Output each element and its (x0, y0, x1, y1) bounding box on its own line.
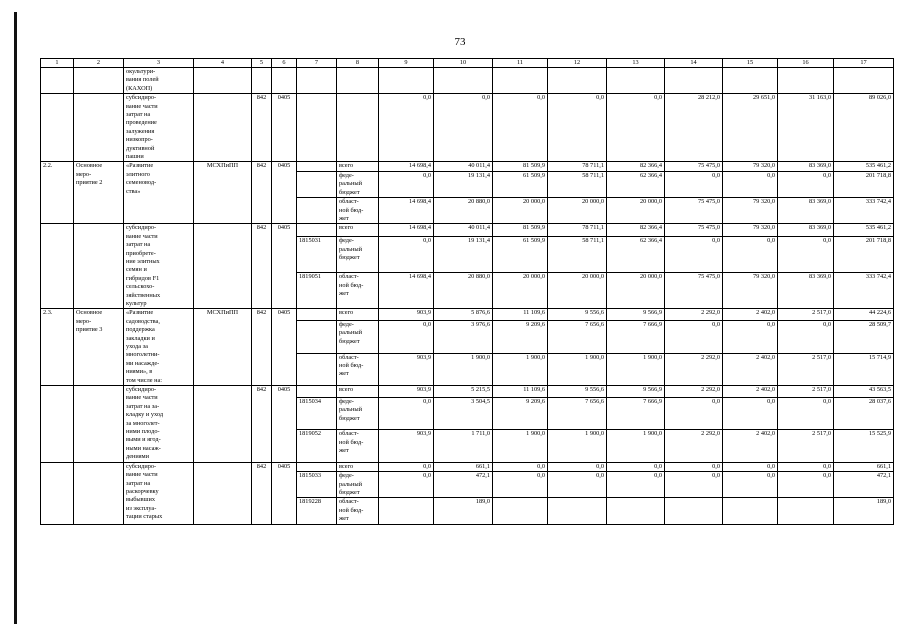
amount-cell (379, 68, 434, 94)
amount-cell: 15 525,9 (834, 430, 894, 463)
amount-cell: 40 011,4 (434, 162, 493, 171)
amount-cell: 9 556,6 (548, 309, 607, 321)
amount-cell: 2 517,0 (778, 386, 834, 398)
column-header: 3 (124, 59, 194, 68)
grbs-code: 842 (252, 224, 272, 309)
amount-cell: 7 656,6 (548, 321, 607, 353)
item-description: «Развитие элитного семеновод- ства» (124, 162, 194, 224)
amount-cell: 28 212,0 (665, 94, 723, 162)
amount-cell: 62 366,4 (607, 171, 665, 197)
item-number (41, 68, 74, 94)
column-header: 2 (74, 59, 124, 68)
amount-cell: 903,9 (379, 309, 434, 321)
amount-cell: 81 509,9 (493, 162, 548, 171)
item-type: Основное меро- приятие 2 (74, 162, 124, 224)
amount-cell: 0,0 (493, 472, 548, 498)
amount-cell: 0,0 (778, 321, 834, 353)
amount-cell: 7 666,9 (607, 397, 665, 429)
amount-cell: 14 698,4 (379, 273, 434, 309)
amount-cell: 20 000,0 (607, 273, 665, 309)
amount-cell (607, 68, 665, 94)
amount-cell: 0,0 (379, 472, 434, 498)
column-header: 1 (41, 59, 74, 68)
amount-cell: 78 711,1 (548, 224, 607, 237)
item-type (74, 68, 124, 94)
amount-cell: 2 402,0 (723, 430, 778, 463)
amount-cell: 20 880,0 (434, 273, 493, 309)
target-article-code: 1819052 (297, 430, 337, 463)
amount-cell: 0,0 (723, 171, 778, 197)
amount-cell: 2 402,0 (723, 353, 778, 386)
amount-cell: 7 656,6 (548, 397, 607, 429)
column-header: 12 (548, 59, 607, 68)
item-number (41, 462, 74, 524)
amount-cell: 0,0 (607, 94, 665, 162)
amount-cell: 2 517,0 (778, 309, 834, 321)
target-article-code (297, 309, 337, 321)
amount-cell: 2 517,0 (778, 353, 834, 386)
target-article-code (297, 68, 337, 94)
amount-cell: 0,0 (723, 472, 778, 498)
amount-cell: 0,0 (665, 237, 723, 273)
amount-cell: 0,0 (548, 472, 607, 498)
amount-cell: 2 402,0 (723, 386, 778, 398)
amount-cell (493, 68, 548, 94)
grbs-code (252, 68, 272, 94)
grbs-code: 842 (252, 386, 272, 463)
amount-cell: 0,0 (548, 94, 607, 162)
amount-cell: 81 509,9 (493, 224, 548, 237)
amount-cell: 333 742,4 (834, 273, 894, 309)
funding-source: феде- ральный бюджет (337, 171, 379, 197)
amount-cell: 1 900,0 (493, 353, 548, 386)
funding-source: всего (337, 462, 379, 471)
funding-source (337, 94, 379, 162)
amount-cell: 5 215,5 (434, 386, 493, 398)
amount-cell: 79 320,0 (723, 162, 778, 171)
amount-cell: 9 209,6 (493, 397, 548, 429)
section-code: 0405 (272, 162, 297, 224)
amount-cell: 0,0 (379, 237, 434, 273)
row-2-3 (41, 309, 894, 321)
amount-cell: 82 366,4 (607, 162, 665, 171)
column-header: 15 (723, 59, 778, 68)
target-article-code: 1819228 (297, 498, 337, 524)
row-2-3-sub1 (41, 386, 894, 398)
amount-cell: 44 224,6 (834, 309, 894, 321)
column-header: 13 (607, 59, 665, 68)
row-zaluzh (41, 94, 894, 162)
item-type (74, 386, 124, 463)
amount-cell: 0,0 (778, 171, 834, 197)
column-header: 4 (194, 59, 252, 68)
amount-cell: 3 976,6 (434, 321, 493, 353)
amount-cell: 9 209,6 (493, 321, 548, 353)
amount-cell: 1 711,0 (434, 430, 493, 463)
target-article-code: 1819051 (297, 273, 337, 309)
amount-cell: 0,0 (665, 462, 723, 471)
amount-cell: 58 711,1 (548, 171, 607, 197)
amount-cell: 2 292,0 (665, 430, 723, 463)
amount-cell: 0,0 (493, 462, 548, 471)
funding-source: област- ной бюд- жет (337, 198, 379, 224)
amount-cell: 14 698,4 (379, 224, 434, 237)
amount-cell: 14 698,4 (379, 198, 434, 224)
amount-cell: 0,0 (778, 472, 834, 498)
item-type: Основное меро- приятие 3 (74, 309, 124, 386)
column-header: 11 (493, 59, 548, 68)
budget-table (40, 58, 894, 525)
amount-cell: 83 369,0 (778, 273, 834, 309)
target-article-code (297, 162, 337, 171)
amount-cell: 903,9 (379, 353, 434, 386)
header-row (41, 59, 894, 68)
amount-cell: 20 000,0 (493, 198, 548, 224)
item-number: 2.2. (41, 162, 74, 224)
amount-cell: 19 131,4 (434, 171, 493, 197)
amount-cell: 0,0 (379, 171, 434, 197)
item-type (74, 224, 124, 309)
amount-cell: 1 900,0 (434, 353, 493, 386)
amount-cell: 83 369,0 (778, 162, 834, 171)
column-header: 5 (252, 59, 272, 68)
amount-cell: 0,0 (607, 462, 665, 471)
amount-cell: 28 509,7 (834, 321, 894, 353)
target-article-code (297, 224, 337, 237)
item-type (74, 94, 124, 162)
responsible-party (194, 224, 252, 309)
amount-cell: 0,0 (778, 397, 834, 429)
section-code: 0405 (272, 462, 297, 524)
amount-cell: 661,1 (834, 462, 894, 471)
amount-cell: 28 037,6 (834, 397, 894, 429)
target-article-code: 1815034 (297, 397, 337, 429)
amount-cell: 2 292,0 (665, 386, 723, 398)
amount-cell (778, 68, 834, 94)
amount-cell: 0,0 (665, 321, 723, 353)
amount-cell: 14 698,4 (379, 162, 434, 171)
amount-cell: 75 475,0 (665, 162, 723, 171)
amount-cell (607, 498, 665, 524)
section-code (272, 68, 297, 94)
funding-source: всего (337, 162, 379, 171)
target-article-code (297, 94, 337, 162)
column-header: 7 (297, 59, 337, 68)
section-code: 0405 (272, 386, 297, 463)
grbs-code: 842 (252, 462, 272, 524)
amount-cell (379, 498, 434, 524)
column-header: 10 (434, 59, 493, 68)
amount-cell (723, 68, 778, 94)
row-kaxop (41, 68, 894, 94)
column-header: 9 (379, 59, 434, 68)
amount-cell: 9 566,9 (607, 309, 665, 321)
table-body (41, 59, 894, 525)
funding-source: област- ной бюд- жет (337, 273, 379, 309)
column-header: 6 (272, 59, 297, 68)
amount-cell: 79 320,0 (723, 224, 778, 237)
amount-cell: 9 556,6 (548, 386, 607, 398)
item-type (74, 462, 124, 524)
item-description: «Развитие садоводства, поддержка закладки и ухода за многолетни- ми насажде- ниями», в том числе на: (124, 309, 194, 386)
amount-cell: 89 026,0 (834, 94, 894, 162)
amount-cell: 0,0 (723, 397, 778, 429)
amount-cell: 11 109,6 (493, 386, 548, 398)
item-number (41, 224, 74, 309)
amount-cell: 20 000,0 (548, 273, 607, 309)
amount-cell: 1 900,0 (607, 353, 665, 386)
amount-cell: 1 900,0 (493, 430, 548, 463)
responsible-party (194, 68, 252, 94)
funding-source: област- ной бюд- жет (337, 353, 379, 386)
funding-source: област- ной бюд- жет (337, 430, 379, 463)
amount-cell: 201 718,8 (834, 237, 894, 273)
item-number: 2.3. (41, 309, 74, 386)
responsible-party (194, 462, 252, 524)
responsible-party (194, 94, 252, 162)
amount-cell: 20 000,0 (493, 273, 548, 309)
amount-cell (665, 498, 723, 524)
amount-cell (434, 68, 493, 94)
amount-cell: 0,0 (548, 462, 607, 471)
amount-cell: 189,0 (834, 498, 894, 524)
responsible-party (194, 386, 252, 463)
column-header: 17 (834, 59, 894, 68)
amount-cell: 0,0 (493, 94, 548, 162)
amount-cell: 20 880,0 (434, 198, 493, 224)
amount-cell: 0,0 (434, 94, 493, 162)
amount-cell: 83 369,0 (778, 224, 834, 237)
amount-cell: 0,0 (379, 321, 434, 353)
amount-cell: 7 666,9 (607, 321, 665, 353)
responsible-party: МСХПиПП (194, 162, 252, 224)
amount-cell: 19 131,4 (434, 237, 493, 273)
amount-cell (834, 68, 894, 94)
amount-cell: 75 475,0 (665, 224, 723, 237)
binder-line (14, 12, 17, 624)
amount-cell: 0,0 (723, 237, 778, 273)
amount-cell: 83 369,0 (778, 198, 834, 224)
item-description: субсидиро- вание части затрат на приобрете- ние элитных семян и гибридов F1 сельскохо- зяйственных культур (124, 224, 194, 309)
amount-cell: 61 509,9 (493, 237, 548, 273)
amount-cell: 2 517,0 (778, 430, 834, 463)
target-article-code (297, 198, 337, 224)
amount-cell: 40 011,4 (434, 224, 493, 237)
amount-cell (493, 498, 548, 524)
funding-source: област- ной бюд- жет (337, 498, 379, 524)
funding-source (337, 68, 379, 94)
grbs-code: 842 (252, 162, 272, 224)
amount-cell: 2 292,0 (665, 309, 723, 321)
amount-cell: 1 900,0 (607, 430, 665, 463)
column-header: 16 (778, 59, 834, 68)
funding-source: феде- ральный бюджет (337, 237, 379, 273)
amount-cell: 0,0 (379, 94, 434, 162)
amount-cell (548, 498, 607, 524)
amount-cell: 43 563,5 (834, 386, 894, 398)
target-article-code (297, 353, 337, 386)
amount-cell: 58 711,1 (548, 237, 607, 273)
amount-cell: 79 320,0 (723, 198, 778, 224)
amount-cell: 472,1 (834, 472, 894, 498)
amount-cell: 20 000,0 (607, 198, 665, 224)
amount-cell: 0,0 (379, 462, 434, 471)
amount-cell: 0,0 (607, 472, 665, 498)
item-description: субсидиро- вание части затрат на проведение залужения низкопро- дуктивной пашни (124, 94, 194, 162)
amount-cell: 9 566,9 (607, 386, 665, 398)
amount-cell: 5 876,6 (434, 309, 493, 321)
amount-cell (778, 498, 834, 524)
item-description: окультури- вания полей (КАХОП) (124, 68, 194, 94)
amount-cell: 75 475,0 (665, 198, 723, 224)
amount-cell: 11 109,6 (493, 309, 548, 321)
amount-cell: 2 402,0 (723, 309, 778, 321)
amount-cell: 1 900,0 (548, 430, 607, 463)
funding-source: феде- ральный бюджет (337, 321, 379, 353)
row-2-3-sub2 (41, 462, 894, 471)
amount-cell: 20 000,0 (548, 198, 607, 224)
target-article-code (297, 171, 337, 197)
grbs-code: 842 (252, 94, 272, 162)
row-2-2-sub (41, 224, 894, 237)
amount-cell: 15 714,9 (834, 353, 894, 386)
target-article-code (297, 386, 337, 398)
amount-cell: 535 461,2 (834, 224, 894, 237)
item-description: субсидиро- вание части затрат на за- кладку и уход за многолет- ними плодо- выми и ягод- ными насаж- дениями (124, 386, 194, 463)
section-code: 0405 (272, 309, 297, 386)
amount-cell: 31 163,0 (778, 94, 834, 162)
amount-cell: 0,0 (665, 472, 723, 498)
amount-cell: 0,0 (778, 237, 834, 273)
funding-source: феде- ральный бюджет (337, 397, 379, 429)
section-code: 0405 (272, 94, 297, 162)
amount-cell: 82 366,4 (607, 224, 665, 237)
amount-cell: 78 711,1 (548, 162, 607, 171)
grbs-code: 842 (252, 309, 272, 386)
amount-cell: 903,9 (379, 386, 434, 398)
amount-cell: 79 320,0 (723, 273, 778, 309)
amount-cell: 3 504,5 (434, 397, 493, 429)
amount-cell: 535 461,2 (834, 162, 894, 171)
amount-cell: 0,0 (379, 397, 434, 429)
item-description: субсидиро- вание части затрат на раскорчевку выбывших из эксплуа- тации старых (124, 462, 194, 524)
funding-source: феде- ральный бюджет (337, 472, 379, 498)
amount-cell: 0,0 (723, 462, 778, 471)
amount-cell (548, 68, 607, 94)
section-code: 0405 (272, 224, 297, 309)
row-2-2 (41, 162, 894, 171)
amount-cell: 0,0 (665, 397, 723, 429)
amount-cell: 472,1 (434, 472, 493, 498)
amount-cell: 189,0 (434, 498, 493, 524)
column-header: 8 (337, 59, 379, 68)
amount-cell: 0,0 (665, 171, 723, 197)
amount-cell (665, 68, 723, 94)
amount-cell: 1 900,0 (548, 353, 607, 386)
amount-cell: 2 292,0 (665, 353, 723, 386)
funding-source: всего (337, 309, 379, 321)
column-header: 14 (665, 59, 723, 68)
item-number (41, 94, 74, 162)
target-article-code (297, 462, 337, 471)
funding-source: всего (337, 386, 379, 398)
amount-cell: 0,0 (778, 462, 834, 471)
item-number (41, 386, 74, 463)
amount-cell: 75 475,0 (665, 273, 723, 309)
amount-cell: 0,0 (723, 321, 778, 353)
funding-source: всего (337, 224, 379, 237)
amount-cell: 903,9 (379, 430, 434, 463)
target-article-code (297, 321, 337, 353)
responsible-party: МСХПиПП (194, 309, 252, 386)
page-number: 73 (454, 36, 466, 48)
amount-cell: 29 651,0 (723, 94, 778, 162)
amount-cell: 62 366,4 (607, 237, 665, 273)
amount-cell: 333 742,4 (834, 198, 894, 224)
amount-cell: 201 718,8 (834, 171, 894, 197)
amount-cell: 61 509,9 (493, 171, 548, 197)
target-article-code: 1815031 (297, 237, 337, 273)
amount-cell: 661,1 (434, 462, 493, 471)
amount-cell (723, 498, 778, 524)
target-article-code: 1815033 (297, 472, 337, 498)
